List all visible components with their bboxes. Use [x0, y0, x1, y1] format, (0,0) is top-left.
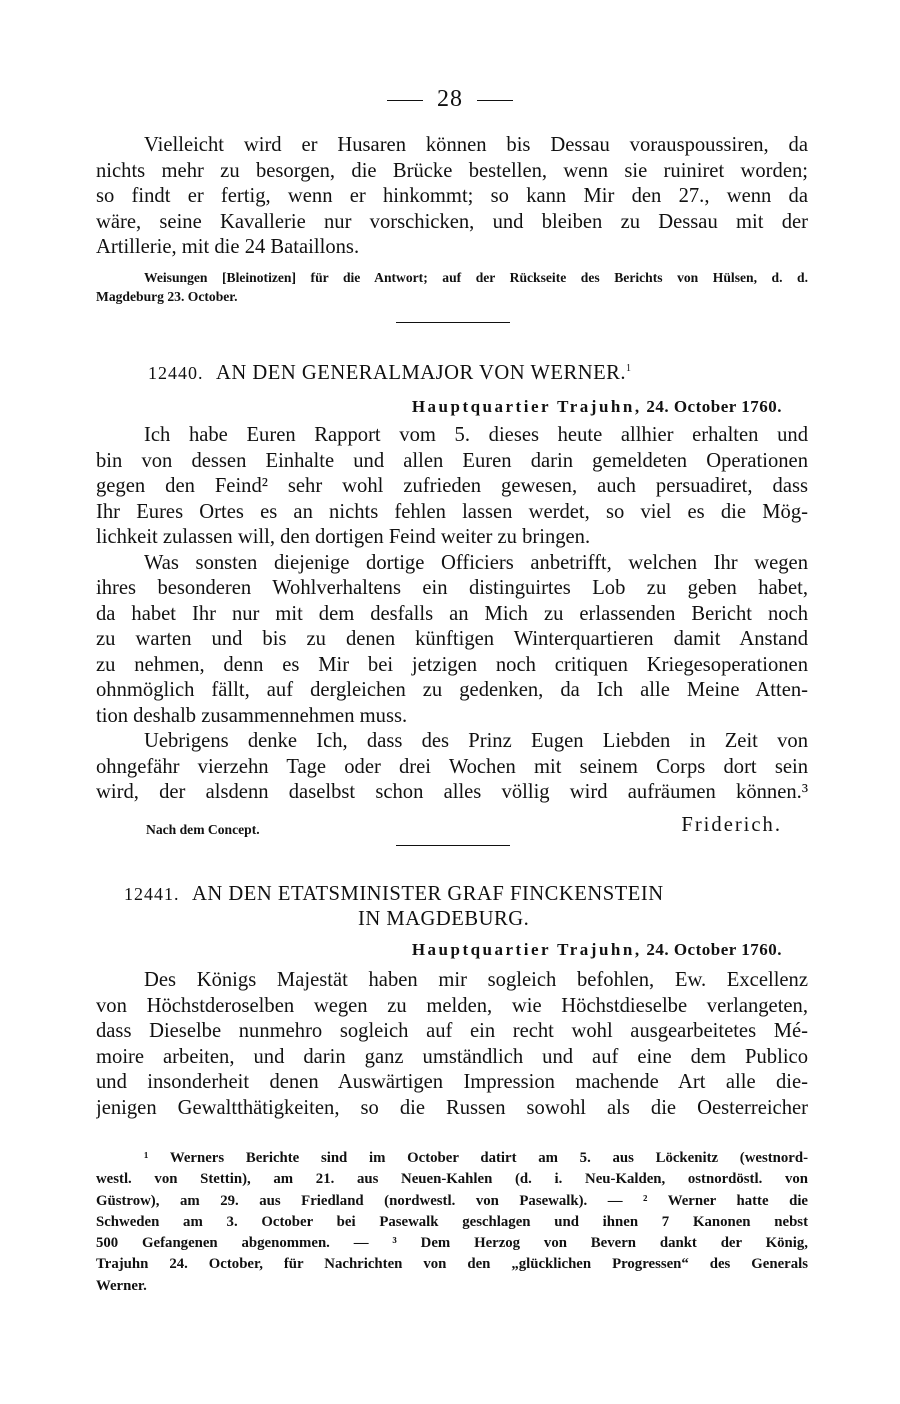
text-line: Ich habe Euren Rapport vom 5. dieses heute allhier erhalten und	[144, 424, 808, 446]
text-line: Vielleicht wird er Husaren können bis Dessau vorauspoussiren, da	[144, 134, 808, 156]
note-line: Weisungen [Bleinotizen] für die Antwort; auf der Rückseite des Berichts von Hülsen, d. d.	[144, 270, 808, 285]
page-number: 28	[0, 86, 900, 113]
letter-number: 12440.	[148, 363, 204, 383]
paragraph	[96, 423, 808, 551]
text-line: Uebrigens denke Ich, dass des Prinz Eugen Liebden in Zeit von	[144, 730, 808, 752]
note-line: Magdeburg 23. October.	[96, 289, 238, 304]
letter-body-12440	[96, 423, 808, 806]
paragraph	[96, 729, 808, 806]
text-line: Was sonsten diejenige dortige Officiers anbetrifft, welchen Ihr wegen	[144, 551, 808, 574]
letter-title: AN DEN ETATSMINISTER GRAF FINCKENSTEIN	[192, 883, 664, 905]
letter-title: AN DEN GENERALMAJOR VON WERNER.	[216, 362, 627, 384]
footnote-line: Werner.	[96, 1277, 147, 1294]
footnote-line: Güstrow), am 29. aus Friedland (nordwestl. von Pasewalk). — ² Werner hatte die	[96, 1192, 808, 1209]
section-rule	[396, 845, 510, 846]
footnote-line: Schweden am 3. October bei Pasewalk geschlagen und ihnen 7 Kanonen nebst	[96, 1213, 808, 1230]
text-line: zu warten und bis zu denen künftigen Winterquartieren damit Anstand	[96, 628, 808, 650]
prev-letter-note	[96, 268, 808, 306]
letter-heading-12441	[124, 883, 836, 906]
text-line: moire arbeiten, und darin ganz umständlich und auf eine dem Publico	[96, 1045, 808, 1068]
text-line: ihres besonderen Wohlverhaltens ein distinguirtes Lob zu geben habet,	[96, 577, 808, 599]
source-note: Nach dem Concept.	[146, 822, 260, 837]
footnote-line: 500 Gefangenen abgenommen. — ³ Dem Herzog von Bevern dankt der König,	[96, 1235, 808, 1252]
letter-place-date: Hauptquartier Trajuhn, 24. October 1760.	[411, 397, 782, 416]
text-line: so findt er fertig, wenn er hinkommt; so kann Mir den 27., wenn da	[96, 185, 808, 207]
footnotes	[96, 1148, 808, 1297]
text-line: Ihr Eures Ortes es an nichts fehlen lassen werdet, so viel es die Mög-	[96, 500, 808, 523]
letter-number: 12441.	[124, 884, 180, 904]
letter-body-12441	[96, 968, 808, 1121]
footnote-line: ¹ Werners Berichte sind im October datirt am 5. aus Löckenitz (westnord-	[144, 1150, 808, 1166]
text-line: gegen den Feind² sehr wohl zufrieden gewesen, auch persuadiret, dass	[96, 475, 808, 497]
letter-heading-12440	[148, 362, 860, 385]
folio-dash-right	[477, 100, 513, 101]
section-rule	[396, 322, 510, 323]
signature: Friderich.	[681, 814, 782, 836]
paragraph	[96, 968, 808, 1121]
letter-title: IN MAGDEBURG.	[358, 908, 530, 930]
text-line: da habet Ihr nur mit dem desfalls an Mich zu erlassenden Bericht noch	[96, 602, 808, 625]
text-line: zu nehmen, denn es Mir bei jetzigen noch critiquen Kriegesoperationen	[96, 653, 808, 676]
text-line: und insonderheit denen Auswärtigen Impression machende Art alle die-	[96, 1071, 808, 1093]
folio-dash-left	[387, 100, 423, 101]
text-line: jenigen Gewaltthätigkeiten, so die Russen sowohl als die Oesterreicher	[96, 1096, 808, 1119]
text-line: ohnmöglich fällt, auf dergleichen zu gedenken, da Ich alle Meine Atten-	[96, 679, 808, 701]
footnote-ref: 1	[626, 363, 632, 375]
text-line: dass Dieselbe nunmehro sogleich auf ein recht wohl ausgearbeitetes Mé-	[96, 1020, 808, 1042]
text-line: tion deshalb zusammennehmen muss.	[96, 704, 408, 727]
letter-heading-12441-line2	[358, 908, 658, 931]
footnote-line: westl. von Stettin), am 21. aus Neuen-Kahlen (d. i. Neu-Kalden, ostnordöstl. von	[96, 1171, 808, 1188]
text-line: lichkeit zulassen will, den dortigen Feind weiter zu bringen.	[96, 526, 591, 548]
text-line: Artillerie, mit die 24 Bataillons.	[96, 236, 360, 258]
text-line: von Höchstderoselben wegen zu melden, wie Höchstdieselbe verlangeten,	[96, 994, 808, 1017]
text-line: bin von dessen Einhalte und allen Euren darin gemeldeten Operationen	[96, 449, 808, 472]
text-line: wird, der alsdenn daselbst schon alles völlig wird aufräumen können.³	[96, 781, 808, 803]
paragraph	[96, 551, 808, 730]
text-line: ohngefähr vierzehn Tage oder drei Wochen mit seinem Corps dort sein	[96, 755, 808, 778]
text-line: Des Königs Majestät haben mir sogleich befohlen, Ew. Excellenz	[144, 969, 808, 991]
footnote-line: Trajuhn 24. October, für Nachrichten von den „glücklichen Progressen“ des Generals	[96, 1256, 808, 1273]
text-line: wäre, seine Kavallerie nur vorschicken, und bleiben zu Dessau mit der	[96, 210, 808, 233]
text-line: nichts mehr zu besorgen, die Brücke bestellen, wenn sie ruiniret worden;	[96, 159, 808, 182]
prev-letter-text	[96, 133, 808, 261]
letter-place-date: Hauptquartier Trajuhn, 24. October 1760.	[411, 940, 782, 959]
